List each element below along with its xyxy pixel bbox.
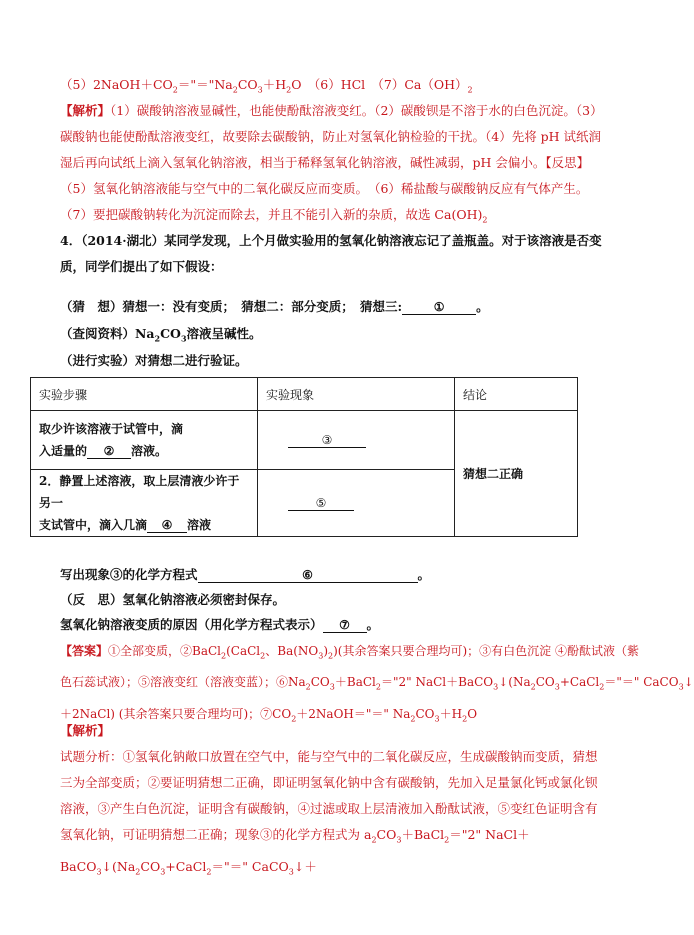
step-text: 溶液。 (131, 444, 168, 458)
subscript: 2 (206, 867, 212, 876)
answer-tag: 【答案】 (60, 644, 109, 658)
equation-text: 写出现象③的化学方程式 (60, 567, 198, 582)
subscript: 2 (305, 682, 311, 692)
reflect-text: （反 思）氢氧化钠溶液必须密封保存。 (60, 592, 286, 607)
subscript: 3 (678, 682, 684, 692)
analysis-text-part: ↓(Na (101, 858, 136, 874)
step-text: 溶液 (187, 518, 212, 532)
subscript: 3 (318, 651, 324, 661)
info-text: （查阅资料）Na (60, 326, 155, 341)
subscript: 2 (286, 85, 292, 95)
analysis-block (60, 718, 608, 885)
equation-line (60, 562, 430, 588)
subscript: 2 (410, 714, 416, 724)
subscript: 3 (257, 85, 263, 95)
conclusion-text: 猜想二正确 (463, 467, 524, 481)
header-label: 实验步骤 (39, 387, 88, 402)
step-cell (31, 411, 258, 470)
prev-answer-text: ＝"＝"Na (177, 77, 233, 92)
answer-text: ＝"＝" CaCO (604, 675, 679, 690)
period: 。 (476, 299, 489, 314)
answer-blank-7[interactable]: ⑦ (323, 618, 367, 633)
answer-blank-2[interactable]: ② (87, 444, 131, 459)
analysis-text-part: CO (376, 827, 397, 842)
subscript: 2 (328, 651, 334, 661)
answer-text: ＋2NaOH＝"＝" Na (296, 706, 411, 721)
header-cell (455, 378, 578, 411)
subscript: 2 (375, 682, 381, 692)
conclusion-cell (455, 411, 578, 537)
analysis-text-part: 试题分析：①氢氧化钠敞口放置在空气中，能与空气中的二氧化碳反应，生成碳酸钠而变质，猜想三为全部变质；②要证明猜想二正确，即证明氢氧化钠中含有碳酸钠，先加入足量氯化钙或氯化钡溶液，③产生白色沉淀，证明含有碳酸钠，④过滤或取上层清液加入酚酞试液，⑤变红色证明含有氢氧化钠，可证明猜想二正确；现象③的化学方程式为 a (60, 749, 598, 842)
info-line (60, 321, 262, 352)
answer-text: ＋2NaCl) (其余答案只要合理均可)；⑦CO (60, 706, 292, 721)
subscript: 3 (493, 682, 499, 692)
subscript: 2 (260, 651, 266, 661)
answer-text: ＋H (439, 706, 463, 721)
answer-text: ＝"2" NaCl＋BaCO (380, 675, 494, 690)
subscript: 2 (154, 333, 161, 344)
subscript: 2 (172, 85, 178, 95)
answer-text: +CaCl (559, 675, 600, 690)
subscript: 3 (180, 333, 187, 344)
answer-text: ↓ (683, 675, 694, 690)
subscript: 3 (554, 682, 560, 692)
analysis-tag: 【解析】 (60, 103, 111, 118)
analysis-tag-line (60, 718, 608, 744)
header-cell (258, 378, 455, 411)
answer-blank-4[interactable]: ④ (147, 518, 187, 533)
reason-text: 氢氧化钠溶液变质的原因（用化学方程式表示） (60, 617, 323, 632)
subscript: 2 (291, 714, 297, 724)
header-label: 实验现象 (266, 387, 315, 402)
header-label: 结论 (463, 387, 488, 402)
experiment-intro (60, 348, 248, 374)
step-cell (31, 470, 258, 537)
subscript: 2 (232, 85, 238, 95)
prev-analysis (60, 98, 608, 234)
analysis-text-part: +CaCl (165, 858, 207, 874)
step-text: 2．静置上述溶液，取上层清液少许于另一 (39, 474, 240, 510)
step-text: 入适量的 (39, 444, 88, 458)
reason-line (60, 612, 379, 638)
info-text: CO (160, 326, 181, 341)
subscript: 2 (530, 682, 536, 692)
answer-text: ↓(Na (498, 675, 531, 690)
analysis-text-part: ＝"2" NaCl＋BaCO (60, 827, 530, 874)
answer-blank-6[interactable]: ⑥ (198, 568, 418, 583)
subscript: 3 (160, 867, 166, 876)
subscript: 3 (434, 714, 440, 724)
subscript: 2 (599, 682, 605, 692)
reflect-line (60, 587, 285, 613)
table-row (31, 411, 578, 470)
answer-blank-5[interactable]: ⑤ (288, 496, 354, 511)
phenomenon-cell (258, 411, 455, 470)
subscript: 2 (221, 651, 227, 661)
experiment-intro-text: （进行实验）对猜想二进行验证。 (60, 353, 248, 368)
answer-text: ) (323, 644, 329, 658)
step-text: 取少许该溶液于试管中，滴 (39, 422, 184, 436)
experiment-table (30, 377, 578, 537)
analysis-text (60, 744, 608, 885)
answer-blank-1[interactable]: ① (402, 300, 476, 315)
header-cell (31, 378, 258, 411)
answer-text: CO (535, 675, 555, 690)
answer-line-2 (60, 669, 694, 700)
answer-text: (CaCl (226, 644, 261, 658)
answer-blank-3[interactable]: ③ (288, 433, 366, 448)
table-header-row (31, 378, 578, 411)
prev-answer-text: （5）2NaOH＋CO (60, 77, 173, 92)
subscript: 3 (329, 682, 335, 692)
subscript: 2 (462, 714, 468, 724)
prev-analysis-text: （1）碳酸钠溶液显碱性，也能使酚酞溶液变红。（2）碳酸钡是不溶于水的白色沉淀。（3）碳酸钠也能使酚酞溶液变红，故要除去碳酸钠，防止对氢氧化钠检验的干扰。（4）先将 pH 试纸润湿后再向试纸上滴入氢氧化钠溶液，相当于稀释氢氧化钠溶液，碱性减弱，pH 会偏小。【反思】（5）氢氧化钠溶液能与空气中的二氧化碳反应而变质。 （6）稀盐酸与碳酸钠反应有气体产生。（7）要把碳酸钠转化为沉淀而除去，并且不能引入新的杂质，故选 Ca(OH) (60, 103, 603, 222)
subscript: 3 (96, 867, 102, 876)
subscript: 2 (135, 867, 141, 876)
answer-text: ①全部变质，②BaCl (108, 644, 222, 658)
analysis-text-part: CO (140, 858, 161, 874)
analysis-text-part: ↓＋ (293, 858, 317, 874)
analysis-text-part: ＝"＝" CaCO (211, 858, 289, 874)
answer-text: O (467, 706, 478, 721)
guess-text: （猜 想）猜想一：没有变质； 猜想二：部分变质； 猜想三: (60, 299, 403, 314)
answer-text: )(其余答案只要合理均可)；③有白色沉淀 ④酚酞试液（紫 (333, 644, 639, 658)
question-intro (60, 228, 608, 280)
answer-text: CO (310, 675, 330, 690)
subscript: 2 (482, 215, 488, 225)
answer-text: 、Ba(NO (265, 644, 319, 658)
answer-text: ＋BaCl (334, 675, 376, 690)
prev-answer-text: O （6）HCl （7）Ca（OH） (291, 77, 468, 92)
analysis-text-part: ＋BaCl (401, 827, 445, 842)
period: 。 (366, 617, 380, 632)
subscript: 3 (396, 835, 402, 845)
subscript: 2 (467, 85, 473, 95)
subscript: 2 (371, 835, 377, 845)
phenomenon-cell (258, 470, 455, 537)
prev-answer-text: ＋H (262, 77, 287, 92)
subscript: 2 (444, 835, 450, 845)
question-intro-text: 4．（2014·湖北）某同学发现，上个月做实验用的氢氧化钠溶液忘记了盖瓶盖。对于该溶液是否变质，同学们提出了如下假设： (60, 233, 602, 274)
answer-text: 色石蕊试液）；⑤溶液变红（溶液变蓝）；⑥Na (60, 675, 306, 690)
step-text: 支试管中，滴入几滴 (39, 518, 148, 532)
period: 。 (417, 567, 431, 582)
info-text: 溶液呈碱性。 (186, 326, 262, 341)
guess-line (60, 294, 489, 320)
analysis-tag: 【解析】 (60, 723, 111, 738)
prev-answer-text: CO (237, 77, 258, 92)
answer-text: CO (415, 706, 435, 721)
answer-line-1 (60, 638, 639, 669)
subscript: 3 (288, 867, 294, 876)
